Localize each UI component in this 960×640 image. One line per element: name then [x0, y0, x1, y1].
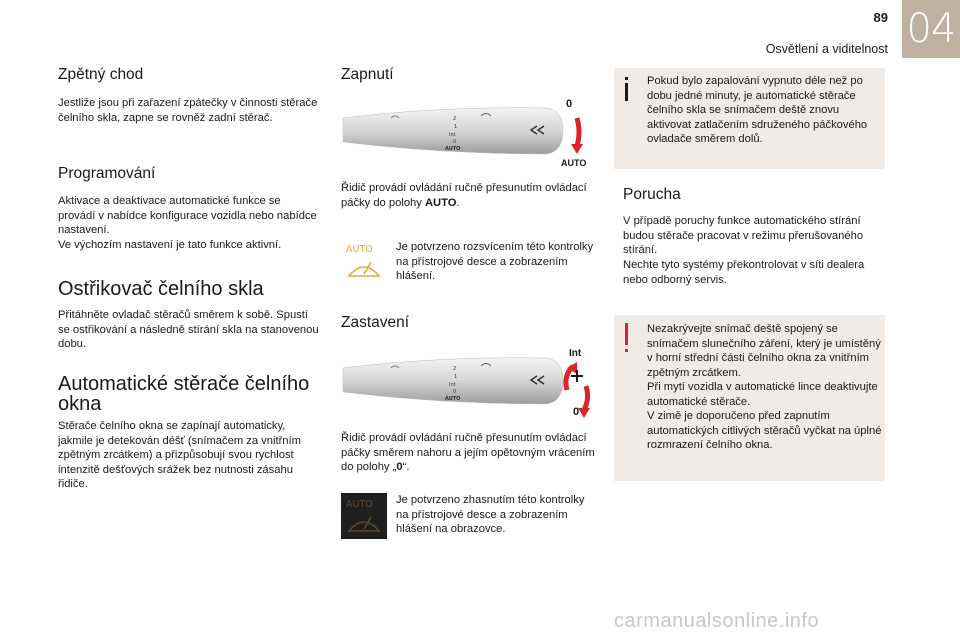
- lever-mark-0: 0: [453, 389, 457, 395]
- lever-mark-1: 1: [454, 374, 458, 380]
- auto-wiper-lamp-off-icon: [341, 493, 387, 539]
- lamp-on-label: AUTO: [346, 244, 373, 255]
- lever-mark-2: 2: [453, 116, 457, 122]
- washer-text: Přitáhněte ovladač stěračů směrem k sobě. Spustí se ostřikování a následně stírání skla na stanovenou dobu.: [58, 309, 319, 351]
- watermark: carmanualsonline.info: [614, 610, 820, 632]
- reverse-text: Jestliže jsou při zařazení zpátečky v činnosti stěrače čelního skla, zapne se rovněž zadní stěrač.: [58, 97, 318, 124]
- lever-off-label-bottom: 0: [573, 406, 580, 418]
- warning-note-text-1: Nezakrývejte snímač deště spojený se snímačem slunečního záření, který je umístěný v horní střední části čelního okna za vnitřním zpětným zrcátkem.: [647, 323, 881, 379]
- programming-text-2: Ve výchozím nastavení je tato funkce aktivní.: [58, 239, 282, 251]
- section-title-reverse: Zpětný chod: [58, 66, 144, 83]
- section-title-failure: Porucha: [623, 186, 681, 203]
- section-title-off: Zastavení: [341, 314, 410, 331]
- lever-mark-auto: AUTO: [445, 146, 461, 152]
- wiper-lever-illustration-on: [341, 96, 591, 172]
- wiper-lever-drawing: [341, 96, 591, 172]
- lever-mark-0: 0: [453, 139, 457, 145]
- warning-note-text-3: V zimě je doporučeno před zapnutím automatických citlivých stěračů vyčkat na úplné rozmrazení čelního okna.: [647, 410, 882, 452]
- off-lamp-text: Je potvrzeno zhasnutím této kontrolky na přístrojové desce a zobrazením hlášení na obrazovce.: [396, 494, 585, 536]
- lamp-off-label: AUTO: [346, 499, 373, 510]
- auto-wiper-lamp-on-icon: [341, 240, 387, 286]
- lever-off-label-top: Int: [569, 348, 582, 359]
- section-title-auto-wipers-line1: Automatické stěrače čelního: [58, 373, 310, 395]
- programming-text-1: Aktivace a deaktivace automatické funkce se provádí v nabídce konfigurace vozidla nebo nabídce nastavení.: [58, 195, 317, 237]
- lever-mark-int: Int: [449, 132, 456, 138]
- failure-text-2: Nechte tyto systémy překontrolovat v síti dealera nebo odborný servis.: [623, 259, 865, 286]
- lever-mark-2: 2: [453, 366, 457, 372]
- section-title-on: Zapnutí: [341, 66, 394, 83]
- lever-on-label-bottom: AUTO: [561, 158, 587, 168]
- failure-text-1: V případě poruchy funkce automatického stírání budou stěrače pracovat v režimu přerušovaného stírání.: [623, 215, 864, 257]
- lever-mark-int: Int: [449, 382, 456, 388]
- off-text: Řidič provádí ovládání ručně přesunutím ovládací páčky směrem nahoru a jejím opětovným vrácením do polohy „0“.: [341, 432, 595, 474]
- on-text: Řidič provádí ovládání ručně přesunutím ovládací páčky do polohy AUTO.: [341, 182, 587, 209]
- page-number: 89: [873, 10, 888, 25]
- warning-note-text-2: Při mytí vozidla v automatické lince deaktivujte automatické stěrače.: [647, 381, 878, 408]
- info-note-text: Pokud bylo zapalování vypnuto déle než po dobu jedné minuty, je automatické stěrače čelního skla se snímačem deště znovu aktivovat zatlačením sdruženého páčkového ovladače směrem dolů.: [647, 75, 868, 146]
- section-title-programming: Programování: [58, 165, 156, 182]
- section-title-auto-wipers-line2: okna: [58, 393, 102, 415]
- chapter-title: Osvětlení a viditelnost: [765, 42, 888, 56]
- info-icon: [620, 76, 634, 102]
- wiper-lever-illustration-off: [341, 346, 591, 422]
- warning-icon: [620, 322, 634, 356]
- chapter-tab: 04: [902, 0, 960, 58]
- lever-mark-1: 1: [454, 124, 458, 130]
- on-lamp-text: Je potvrzeno rozsvícením této kontrolky na přístrojové desce a zobrazením hlášení.: [396, 241, 594, 283]
- lever-on-label-top: 0: [566, 98, 573, 110]
- auto-wipers-text: Stěrače čelního okna se zapínají automaticky, jakmile je detekován déšť (snímačem za vnitřním zpětným zrcátkem) a přizpůsobují svou rychlost intenzitě dešťových srážek bez nutnosti zásahu řidiče.: [58, 420, 301, 491]
- lever-mark-auto: AUTO: [445, 396, 461, 402]
- section-title-washer: Ostřikovač čelního skla: [58, 278, 264, 300]
